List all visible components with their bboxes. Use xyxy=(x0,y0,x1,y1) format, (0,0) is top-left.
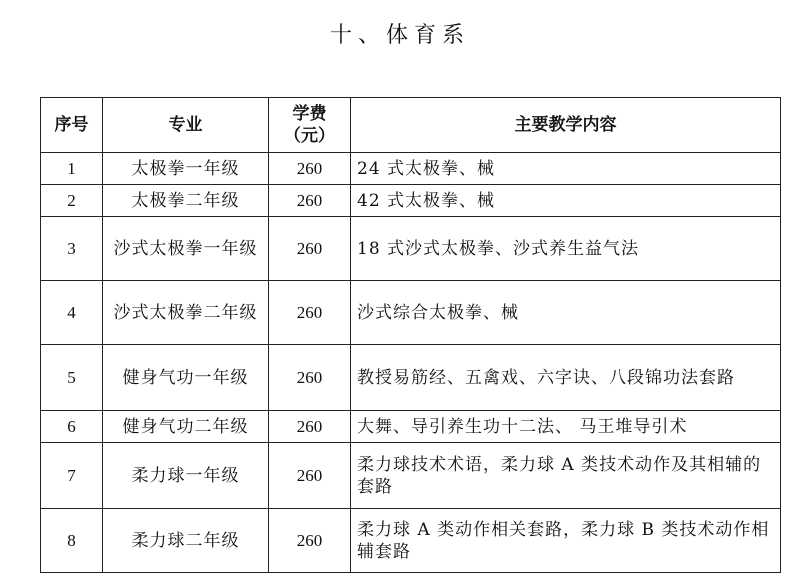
cell-fee: 260 xyxy=(269,217,351,281)
header-content: 主要教学内容 xyxy=(351,98,781,153)
table-row xyxy=(41,281,781,345)
cell-content: 沙式综合太极拳、械 xyxy=(351,281,781,345)
header-fee xyxy=(269,98,351,153)
cell-fee: 260 xyxy=(269,509,351,573)
cell-fee: 260 xyxy=(269,345,351,411)
table-row xyxy=(41,411,781,443)
table-row xyxy=(41,345,781,411)
cell-content: 18 式沙式太极拳、沙式养生益气法 xyxy=(351,217,781,281)
cell-fee: 260 xyxy=(269,153,351,185)
table-row xyxy=(41,185,781,217)
page-title: 十、体育系 xyxy=(329,23,470,48)
table-row xyxy=(41,509,781,573)
cell-fee: 260 xyxy=(269,411,351,443)
cell-major: 沙式太极拳二年级 xyxy=(103,281,269,345)
header-fee-line2: （元） xyxy=(284,126,335,146)
cell-content: 24 式太极拳、械 xyxy=(351,153,781,185)
cell-no: 3 xyxy=(41,217,103,281)
cell-content: 柔力球 A 类动作相关套路，柔力球 B 类技术动作相辅套路 xyxy=(351,509,781,573)
cell-content: 大舞、导引养生功十二法、 马王堆导引术 xyxy=(351,411,781,443)
cell-major: 柔力球二年级 xyxy=(103,509,269,573)
cell-no: 2 xyxy=(41,185,103,217)
header-no: 序号 xyxy=(41,98,103,153)
cell-major: 柔力球一年级 xyxy=(103,443,269,509)
header-fee-line1: 学费 xyxy=(292,104,327,124)
cell-no: 8 xyxy=(41,509,103,573)
course-table xyxy=(40,97,781,573)
table-row xyxy=(41,443,781,509)
cell-fee: 260 xyxy=(269,443,351,509)
cell-no: 1 xyxy=(41,153,103,185)
cell-content: 教授易筋经、五禽戏、六字诀、八段锦功法套路 xyxy=(351,345,781,411)
cell-major: 沙式太极拳一年级 xyxy=(103,217,269,281)
header-major: 专业 xyxy=(103,98,269,153)
cell-fee: 260 xyxy=(269,185,351,217)
table-row xyxy=(41,217,781,281)
cell-major: 健身气功一年级 xyxy=(103,345,269,411)
cell-no: 6 xyxy=(41,411,103,443)
cell-fee: 260 xyxy=(269,281,351,345)
table-row xyxy=(41,153,781,185)
cell-no: 4 xyxy=(41,281,103,345)
cell-no: 7 xyxy=(41,443,103,509)
cell-content: 42 式太极拳、械 xyxy=(351,185,781,217)
cell-major: 太极拳二年级 xyxy=(103,185,269,217)
cell-major: 健身气功二年级 xyxy=(103,411,269,443)
header-row xyxy=(41,98,781,153)
cell-content: 柔力球技术术语，柔力球 A 类技术动作及其相辅的套路 xyxy=(351,443,781,509)
cell-major: 太极拳一年级 xyxy=(103,153,269,185)
cell-no: 5 xyxy=(41,345,103,411)
